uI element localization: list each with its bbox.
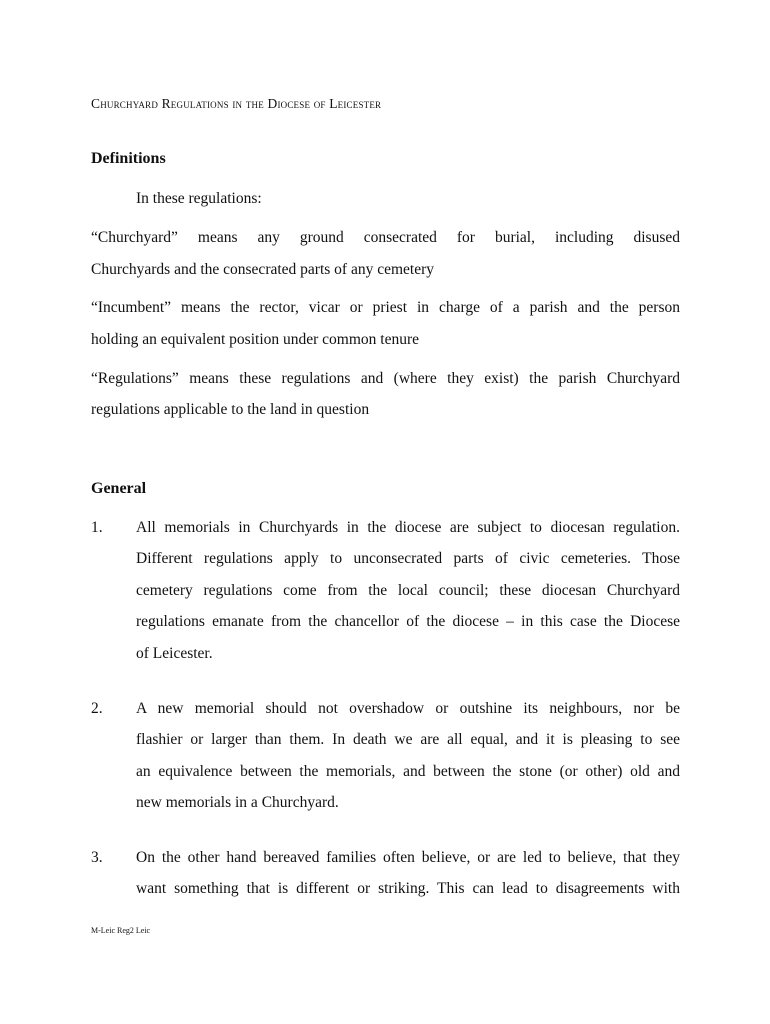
item-line: A new memorial should not overshadow or outshine its neighbours, nor be bbox=[136, 700, 680, 717]
page-footer: M-Leic Reg2 Leic bbox=[91, 926, 151, 935]
definitions-intro: In these regulations: bbox=[136, 190, 262, 207]
definition-line: “Churchyard” means any ground consecrated for burial, including disused bbox=[91, 229, 680, 246]
item-number: 3. bbox=[91, 849, 103, 866]
item-line: Different regulations apply to unconsecrated parts of civic cemeteries. Those bbox=[136, 550, 680, 567]
item-line: On the other hand bereaved families often believe, or are led to believe, that they bbox=[136, 849, 680, 866]
item-line: flashier or larger than them. In death we are all equal, and it is pleasing to see bbox=[136, 731, 680, 748]
item-line: All memorials in Churchyards in the diocese are subject to diocesan regulation. bbox=[136, 519, 680, 536]
definition-line: holding an equivalent position under common tenure bbox=[91, 331, 420, 348]
definition-line: “Incumbent” means the rector, vicar or priest in charge of a parish and the person bbox=[91, 299, 680, 316]
general-heading: General bbox=[91, 480, 147, 497]
definition-line: Churchyards and the consecrated parts of any cemetery bbox=[91, 261, 435, 278]
item-line: an equivalence between the memorials, and between the stone (or other) old and bbox=[136, 763, 680, 780]
definition-line: “Regulations” means these regulations and (where they exist) the parish Churchyard bbox=[91, 370, 680, 387]
item-line: of Leicester. bbox=[136, 645, 213, 662]
item-line: regulations emanate from the chancellor of the diocese – in this case the Diocese bbox=[136, 613, 680, 630]
item-line: new memorials in a Churchyard. bbox=[136, 794, 339, 811]
item-line: cemetery regulations come from the local council; these diocesan Churchyard bbox=[136, 582, 680, 599]
definitions-heading: Definitions bbox=[91, 150, 166, 167]
item-line: want something that is different or striking. This can lead to disagreements with bbox=[136, 880, 680, 897]
item-number: 1. bbox=[91, 519, 103, 536]
item-number: 2. bbox=[91, 700, 103, 717]
document-title: Churchyard Regulations in the Diocese of Leicester bbox=[91, 96, 382, 111]
definition-line: regulations applicable to the land in question bbox=[91, 401, 370, 418]
